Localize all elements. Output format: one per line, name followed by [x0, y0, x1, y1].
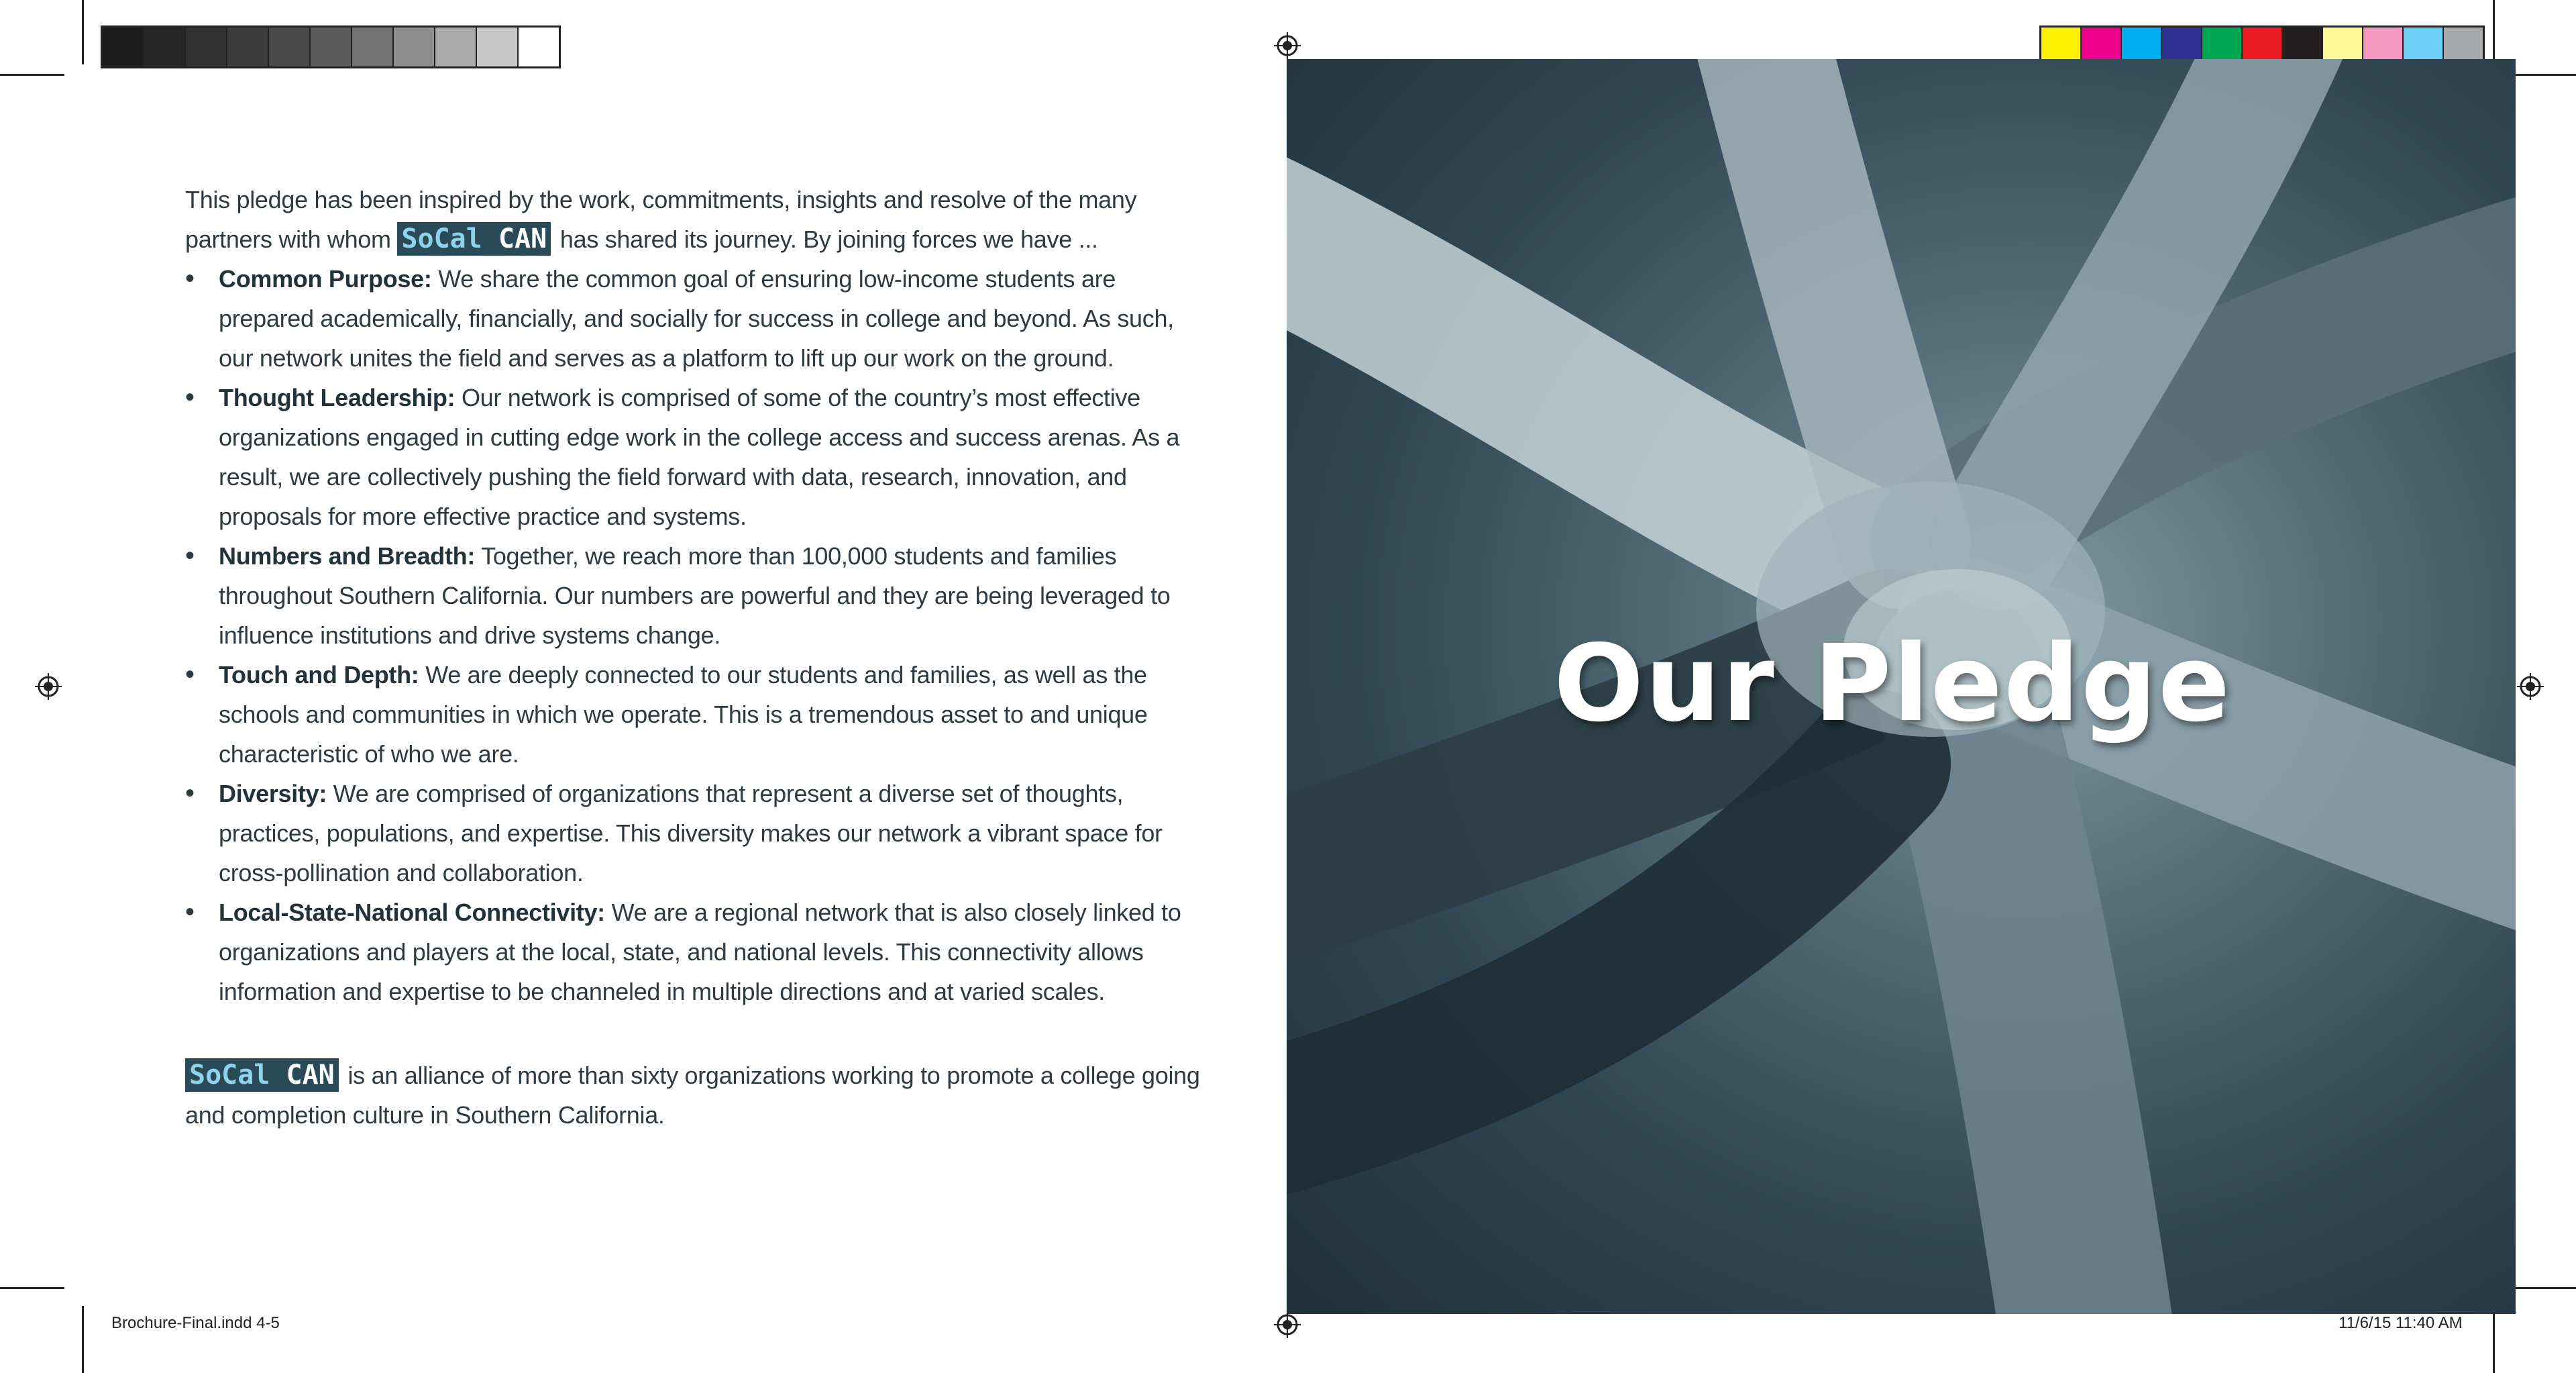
bullet-text: We share the common goal of ensuring low-income students are prepared academically, financially, and socially for success in college and beyond. As such, our network unites the field and serves as a platform to lift up our work on the ground. — [219, 265, 1174, 372]
pledge-body-text — [185, 180, 1205, 1135]
bullet-text: We are deeply connected to our students and families, as well as the schools and communities in which we operate. This is a tremendous asset to and unique characteristic of who we are. — [219, 661, 1148, 768]
intro-paragraph — [185, 180, 1205, 259]
list-item — [185, 893, 1205, 1011]
gray-swatch — [311, 28, 352, 66]
gray-swatch — [394, 28, 435, 66]
logo-part-socal: SoCal — [189, 1060, 270, 1090]
page-title: Our Pledge — [1554, 622, 2232, 746]
list-item — [185, 378, 1205, 536]
grayscale-color-bar — [101, 26, 561, 68]
gray-swatch — [144, 28, 186, 66]
date-slug: 11/6/15 11:40 AM — [2339, 1314, 2463, 1332]
bullet-title: Diversity: — [219, 780, 327, 807]
socal-can-logo — [397, 222, 551, 256]
closing-paragraph — [185, 1056, 1205, 1135]
closing-text: is an alliance of more than sixty organizations working to promote a college going and completion culture in Southern California. — [185, 1062, 1200, 1129]
registration-mark-icon — [1274, 32, 1301, 59]
list-item — [185, 259, 1205, 378]
list-item — [185, 536, 1205, 655]
bullet-title: Numbers and Breadth: — [219, 542, 476, 570]
list-item — [185, 774, 1205, 893]
gray-swatch — [103, 28, 144, 66]
socal-can-logo — [185, 1058, 339, 1092]
list-item — [185, 655, 1205, 774]
gray-swatch — [186, 28, 227, 66]
gray-swatch — [519, 28, 559, 66]
crop-mark — [82, 0, 84, 64]
intro-text: This pledge has been inspired by the work, commitments, insights and resolve of the many partners with whom — [185, 186, 1137, 253]
gray-swatch — [227, 28, 269, 66]
crop-mark — [0, 1287, 64, 1289]
gray-swatch — [269, 28, 311, 66]
crop-mark — [2512, 1287, 2576, 1289]
logo-part-can: CAN — [286, 1060, 335, 1090]
logo-part-socal: SoCal — [401, 223, 482, 254]
bullet-title: Thought Leadership: — [219, 384, 455, 411]
bullet-text: Together, we reach more than 100,000 students and families throughout Southern California. Our numbers are powerful and they are being leveraged to influence institutions and drive systems change. — [219, 542, 1171, 649]
bullet-text: We are a regional network that is also closely linked to organizations and players at the local, state, and national levels. This connectivity allows information and expertise to be channeled in multiple directions and at varied scales. — [219, 899, 1181, 1005]
registration-mark-icon — [2517, 673, 2544, 700]
gray-swatch — [352, 28, 394, 66]
pledge-bullet-list — [185, 259, 1205, 1011]
intro-text-continued: has shared its journey. By joining forces we have ... — [559, 225, 1098, 253]
registration-mark-icon — [35, 673, 62, 700]
crop-mark — [2493, 1306, 2495, 1373]
registration-mark-icon — [1274, 1311, 1301, 1338]
crop-mark — [2493, 0, 2495, 64]
gray-swatch — [435, 28, 477, 66]
logo-part-can: CAN — [498, 223, 547, 254]
file-slug: Brochure-Final.indd 4-5 — [111, 1314, 280, 1332]
crop-mark — [82, 1306, 84, 1373]
bullet-title: Local-State-National Connectivity: — [219, 899, 605, 926]
bullet-text: Our network is comprised of some of the country’s most effective organizations engaged in cutting edge work in the college access and success arenas. As a result, we are collectively pushing the field forward with data, research, innovation, and proposals for more effective practice and systems. — [219, 384, 1180, 530]
crop-mark — [2512, 74, 2576, 76]
gray-swatch — [477, 28, 519, 66]
bullet-title: Common Purpose: — [219, 265, 432, 293]
bullet-title: Touch and Depth: — [219, 661, 419, 689]
crop-mark — [0, 74, 64, 76]
bullet-text: We are comprised of organizations that represent a diverse set of thoughts, practices, populations, and expertise. This diversity makes our network a vibrant space for cross-pollination and collaboration. — [219, 780, 1163, 886]
